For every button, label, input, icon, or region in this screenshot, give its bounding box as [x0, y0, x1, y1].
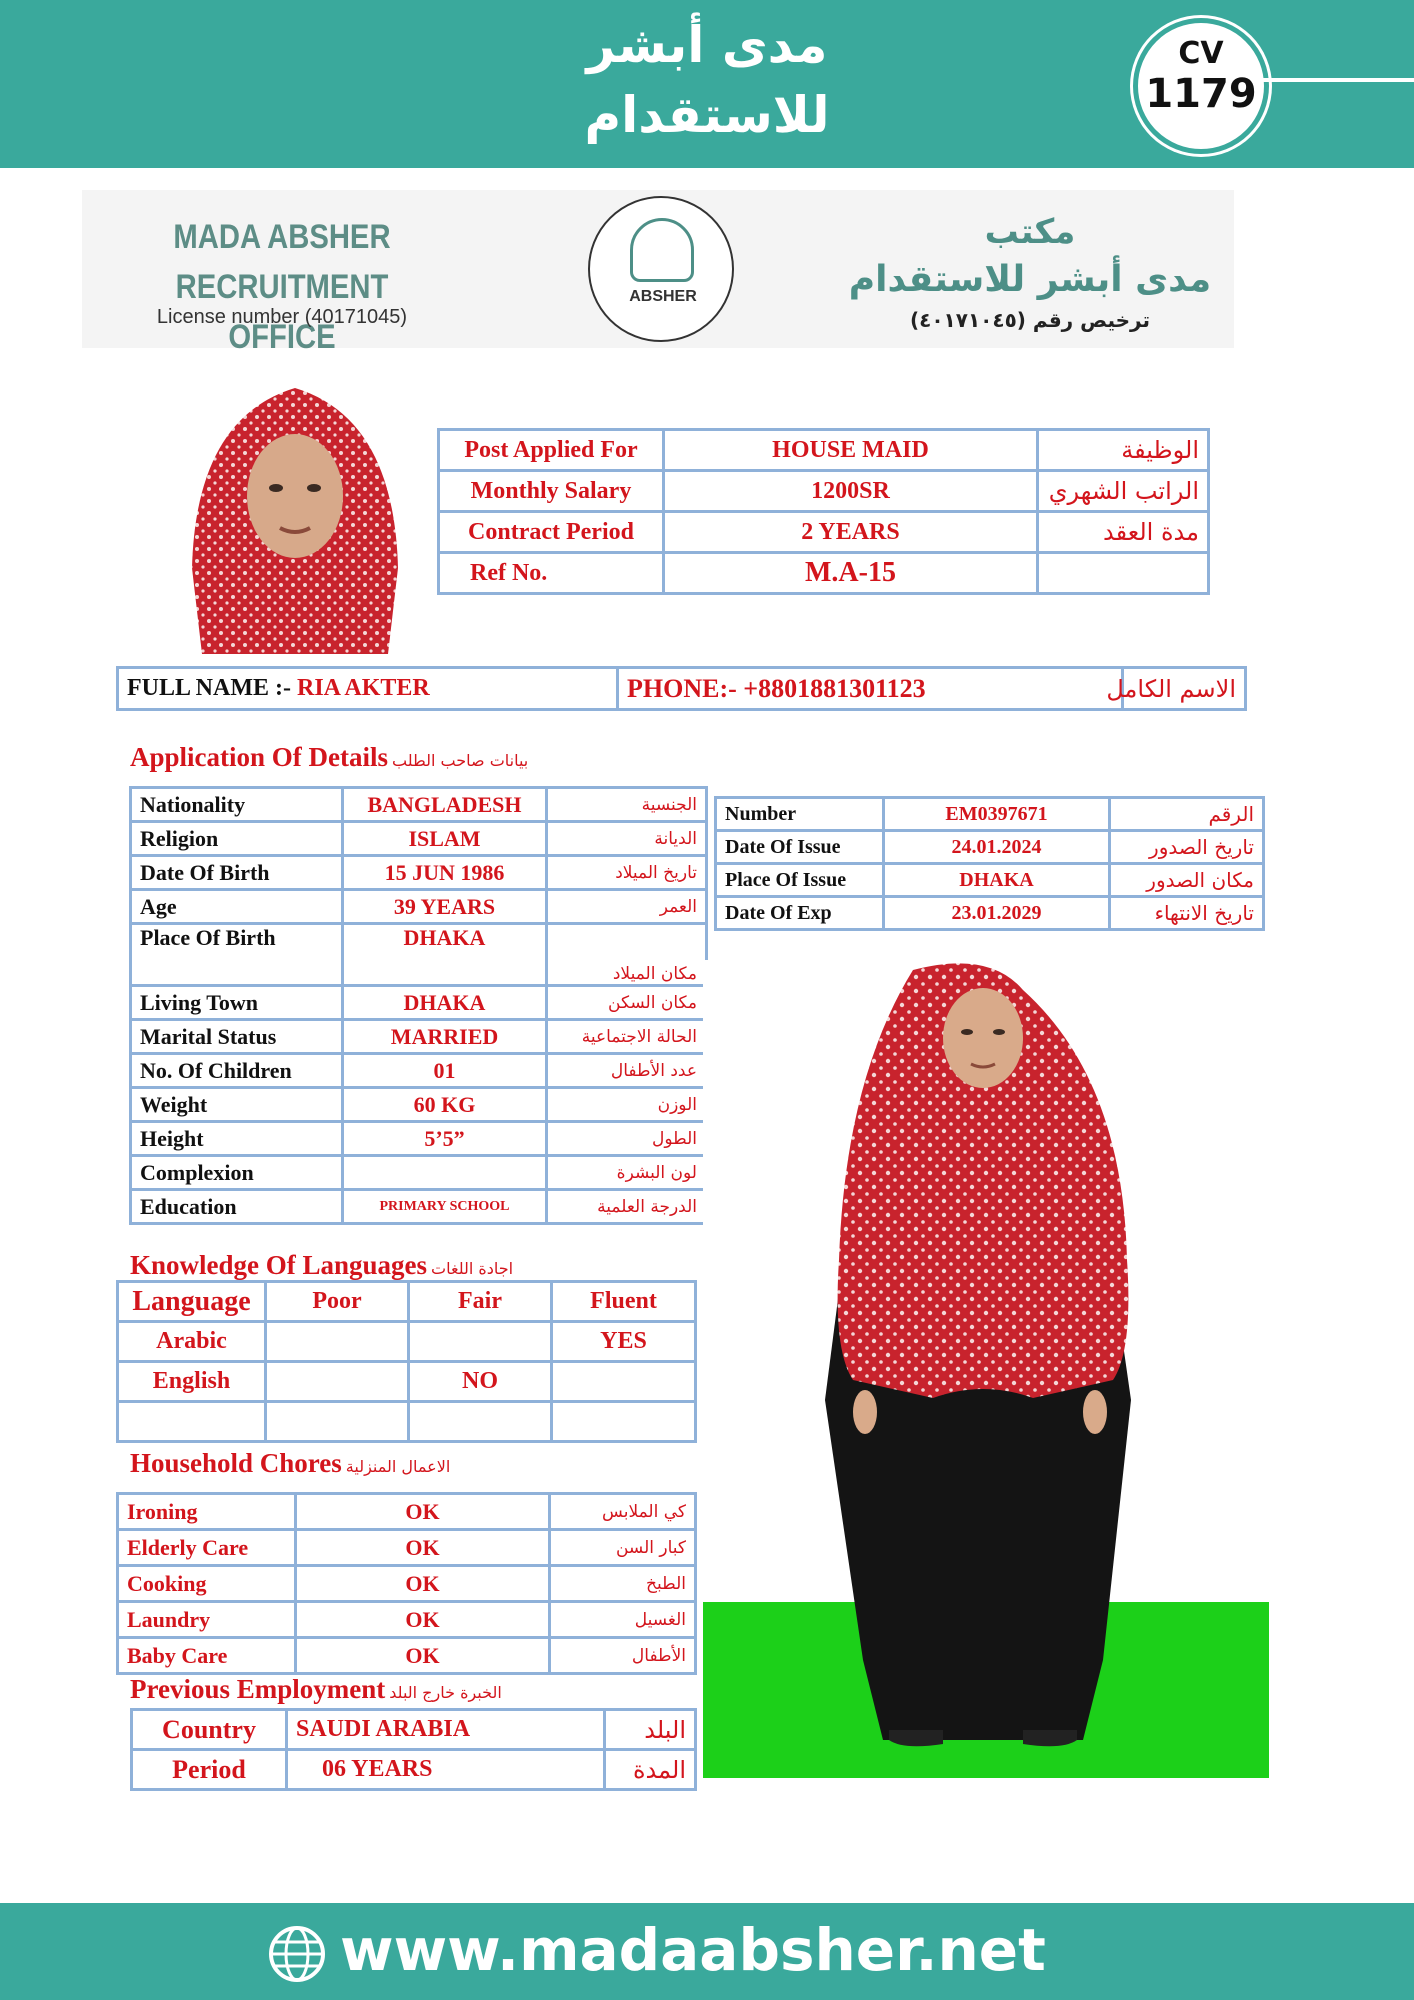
- weight-label: Weight: [131, 1088, 343, 1122]
- arabic-fluent: YES: [552, 1322, 696, 1362]
- elderly-care-label: Elderly Care: [118, 1530, 296, 1566]
- full-name-value: RIA AKTER: [297, 675, 430, 701]
- empty-poor: [266, 1402, 409, 1442]
- globe-icon: [268, 1925, 326, 1983]
- place-of-issue-value: DHAKA: [884, 864, 1110, 897]
- elderly-care-arabic: كبار السن: [550, 1530, 696, 1566]
- full-name-label: FULL NAME :-: [127, 675, 291, 701]
- table-row: [118, 1602, 696, 1638]
- office-name-line1: MADA ABSHER RECRUITMENT: [173, 218, 391, 306]
- cooking-label: Cooking: [118, 1566, 296, 1602]
- empty-fair: [409, 1402, 552, 1442]
- baby-care-label: Baby Care: [118, 1638, 296, 1674]
- language-empty: [118, 1402, 266, 1442]
- table-row: [716, 798, 1264, 831]
- ironing-arabic: كي الملابس: [550, 1494, 696, 1530]
- absher-logo: [588, 196, 734, 342]
- elderly-care-value: OK: [296, 1530, 550, 1566]
- table-row: [716, 831, 1264, 864]
- languages-table: [116, 1280, 697, 1443]
- marital-status-arabic: الحالة الاجتماعية: [547, 1020, 707, 1054]
- post-applied-arabic: الوظيفة: [1038, 430, 1209, 471]
- period-arabic: المدة: [605, 1750, 696, 1790]
- place-of-issue-arabic: مكان الصدور: [1110, 864, 1264, 897]
- language-header: Language: [118, 1282, 266, 1322]
- arabic-fair: [409, 1322, 552, 1362]
- table-row: [439, 471, 1209, 512]
- post-applied-value: HOUSE MAID: [664, 430, 1038, 471]
- ref-no-label: Ref No.: [439, 553, 664, 594]
- period-value: 06 YEARS: [287, 1750, 605, 1790]
- education-value: PRIMARY SCHOOL: [343, 1190, 547, 1224]
- children-arabic: عدد الأطفال: [547, 1054, 707, 1088]
- cv-label: CV: [1178, 36, 1224, 71]
- age-value: 39 YEARS: [343, 890, 547, 924]
- details-title-arabic: بيانات صاحب الطلب: [392, 751, 529, 770]
- height-label: Height: [131, 1122, 343, 1156]
- place-of-birth-label: Place Of Birth: [131, 924, 343, 986]
- header-band: [0, 0, 1414, 168]
- education-label: Education: [131, 1190, 343, 1224]
- table-row: [118, 1282, 696, 1322]
- children-label: No. Of Children: [131, 1054, 343, 1088]
- header-title: [457, 10, 957, 150]
- religion-label: Religion: [131, 822, 343, 856]
- footer-band: [0, 1903, 1414, 2000]
- post-table: [437, 428, 1210, 595]
- table-row: [131, 924, 707, 986]
- children-value: 01: [343, 1054, 547, 1088]
- monthly-salary-label: Monthly Salary: [439, 471, 664, 512]
- date-of-issue-label: Date Of Issue: [716, 831, 884, 864]
- passport-table: [714, 796, 1265, 931]
- fluent-header: Fluent: [552, 1282, 696, 1322]
- table-row: [131, 1054, 707, 1088]
- license-number-english: License number (40171045): [156, 306, 408, 328]
- logo-emblem-icon: [630, 218, 694, 282]
- chores-title-arabic: الاعمال المنزلية: [345, 1457, 451, 1476]
- header-title-line1: مدى أبشر: [586, 16, 828, 74]
- logo-text: ABSHER: [629, 288, 697, 305]
- office-name-english: [127, 212, 437, 362]
- marital-status-label: Marital Status: [131, 1020, 343, 1054]
- chores-table: [116, 1492, 697, 1675]
- monthly-salary-arabic: الراتب الشهري: [1038, 471, 1209, 512]
- living-town-arabic: مكان السكن: [547, 986, 707, 1020]
- office-arabic-line2: مدى أبشر للاستقدام: [848, 259, 1212, 300]
- weight-arabic: الوزن: [547, 1088, 707, 1122]
- table-row: [132, 1750, 696, 1790]
- table-row: [131, 1156, 707, 1190]
- table-row: [716, 864, 1264, 897]
- full-name-arabic: الاسم الكامل: [1123, 668, 1246, 710]
- nationality-arabic: الجنسية: [547, 788, 707, 822]
- chores-title: Household Chores: [130, 1448, 342, 1478]
- table-row: [118, 668, 1246, 710]
- full-body-photo: [703, 960, 1269, 1778]
- table-row: [131, 788, 707, 822]
- table-row: [131, 1088, 707, 1122]
- country-value: SAUDI ARABIA: [287, 1710, 605, 1750]
- living-town-label: Living Town: [131, 986, 343, 1020]
- cooking-arabic: الطبخ: [550, 1566, 696, 1602]
- full-body-photo-image: [703, 960, 1269, 1778]
- details-title: Application Of Details: [130, 742, 389, 772]
- date-of-birth-value: 15 JUN 1986: [343, 856, 547, 890]
- country-arabic: البلد: [605, 1710, 696, 1750]
- complexion-label: Complexion: [131, 1156, 343, 1190]
- table-row: [439, 430, 1209, 471]
- header-title-line2: للاستقدام: [584, 86, 830, 144]
- table-row: [118, 1638, 696, 1674]
- employment-title: Previous Employment: [130, 1674, 386, 1704]
- laundry-value: OK: [296, 1602, 550, 1638]
- portrait-photo: [182, 378, 408, 654]
- chores-section-title: [130, 1448, 450, 1479]
- date-of-issue-value: 24.01.2024: [884, 831, 1110, 864]
- details-table: [129, 786, 708, 1225]
- table-row: [131, 890, 707, 924]
- table-row: [716, 897, 1264, 930]
- empty-fluent: [552, 1402, 696, 1442]
- license-number-arabic: ترخيص رقم (٤٠١٧١٠٤٥): [910, 308, 1150, 332]
- passport-number-value: EM0397671: [884, 798, 1110, 831]
- english-fluent: [552, 1362, 696, 1402]
- contract-period-arabic: مدة العقد: [1038, 512, 1209, 553]
- date-of-exp-arabic: تاريخ الانتهاء: [1110, 897, 1264, 930]
- education-arabic: الدرجة العلمية: [547, 1190, 707, 1224]
- table-row: [131, 1122, 707, 1156]
- cv-number: 1179: [1145, 71, 1257, 117]
- ironing-value: OK: [296, 1494, 550, 1530]
- height-arabic: الطول: [547, 1122, 707, 1156]
- laundry-label: Laundry: [118, 1602, 296, 1638]
- employment-title-arabic: الخبرة خارج البلد: [389, 1683, 502, 1702]
- table-row: [439, 553, 1209, 594]
- baby-care-arabic: الأطفال: [550, 1638, 696, 1674]
- table-row: [118, 1322, 696, 1362]
- table-row: [131, 1190, 707, 1224]
- religion-arabic: الديانة: [547, 822, 707, 856]
- table-row: [118, 1530, 696, 1566]
- full-name-cell: [118, 668, 618, 710]
- cooking-value: OK: [296, 1566, 550, 1602]
- language-arabic: Arabic: [118, 1322, 266, 1362]
- marital-status-value: MARRIED: [343, 1020, 547, 1054]
- living-town-value: DHAKA: [343, 986, 547, 1020]
- date-of-birth-arabic: تاريخ الميلاد: [547, 856, 707, 890]
- religion-value: ISLAM: [343, 822, 547, 856]
- ref-no-value: M.A-15: [664, 553, 1038, 594]
- contract-period-label: Contract Period: [439, 512, 664, 553]
- age-arabic: العمر: [547, 890, 707, 924]
- languages-title: Knowledge Of Languages: [130, 1250, 428, 1280]
- place-of-birth-value: DHAKA: [343, 924, 547, 986]
- table-row: [118, 1566, 696, 1602]
- english-poor: [266, 1362, 409, 1402]
- table-row: [131, 856, 707, 890]
- passport-number-label: Number: [716, 798, 884, 831]
- table-row: [131, 1020, 707, 1054]
- table-row: [131, 986, 707, 1020]
- table-row: [131, 822, 707, 856]
- website-link[interactable]: www.madaabsher.net: [340, 1916, 1046, 1984]
- monthly-salary-value: 1200SR: [664, 471, 1038, 512]
- country-label: Country: [132, 1710, 287, 1750]
- portrait-photo-image: [182, 378, 408, 654]
- date-of-birth-label: Date Of Birth: [131, 856, 343, 890]
- languages-title-arabic: اجادة اللغات: [431, 1259, 514, 1278]
- date-of-issue-arabic: تاريخ الصدور: [1110, 831, 1264, 864]
- poor-header: Poor: [266, 1282, 409, 1322]
- arabic-poor: [266, 1322, 409, 1362]
- period-label: Period: [132, 1750, 287, 1790]
- place-of-birth-arabic: مكان الميلاد: [547, 924, 707, 986]
- table-row: [439, 512, 1209, 553]
- header-decor-line: [1262, 78, 1414, 82]
- cv-number-badge: [1133, 18, 1269, 154]
- office-letterhead: [82, 190, 1234, 356]
- complexion-arabic: لون البشرة: [547, 1156, 707, 1190]
- details-section-title: [130, 742, 528, 773]
- date-of-exp-label: Date Of Exp: [716, 897, 884, 930]
- baby-care-value: OK: [296, 1638, 550, 1674]
- languages-section-title: [130, 1250, 513, 1281]
- height-value: 5’5”: [343, 1122, 547, 1156]
- nationality-value: BANGLADESH: [343, 788, 547, 822]
- passport-number-arabic: الرقم: [1110, 798, 1264, 831]
- english-fair: NO: [409, 1362, 552, 1402]
- office-name-arabic: [840, 208, 1220, 336]
- phone-number: PHONE:- +8801881301123: [618, 668, 1123, 710]
- post-applied-label: Post Applied For: [439, 430, 664, 471]
- employment-section-title: [130, 1674, 502, 1705]
- office-arabic-line1: مكتب: [984, 212, 1076, 252]
- nationality-label: Nationality: [131, 788, 343, 822]
- age-label: Age: [131, 890, 343, 924]
- employment-table: [130, 1708, 697, 1791]
- place-of-issue-label: Place Of Issue: [716, 864, 884, 897]
- laundry-arabic: الغسيل: [550, 1602, 696, 1638]
- table-row: [118, 1494, 696, 1530]
- language-english: English: [118, 1362, 266, 1402]
- table-row: [118, 1362, 696, 1402]
- ironing-label: Ironing: [118, 1494, 296, 1530]
- ref-no-arabic: [1038, 553, 1209, 594]
- complexion-value: [343, 1156, 547, 1190]
- weight-value: 60 KG: [343, 1088, 547, 1122]
- fair-header: Fair: [409, 1282, 552, 1322]
- identity-table: [116, 666, 1247, 711]
- table-row: [132, 1710, 696, 1750]
- office-name-line2: OFFICE: [228, 318, 336, 356]
- table-row: [118, 1402, 696, 1442]
- date-of-exp-value: 23.01.2029: [884, 897, 1110, 930]
- contract-period-value: 2 YEARS: [664, 512, 1038, 553]
